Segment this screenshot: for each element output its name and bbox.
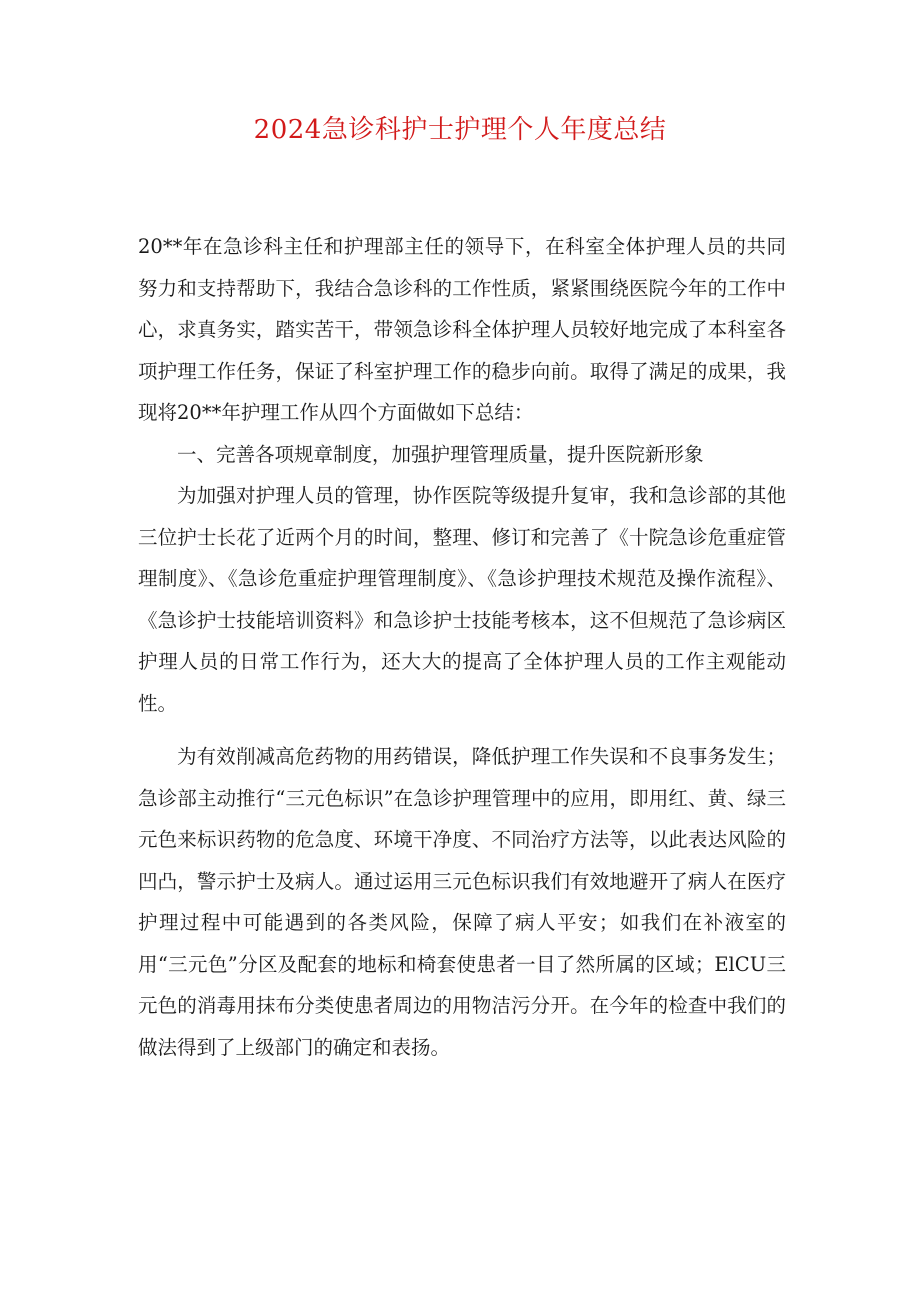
document-body [138,226,786,1068]
document-title: 2024急诊科护士护理个人年度总结 [253,115,667,145]
paragraph-three-color: 为有效削减高危药物的用药错误，降低护理工作失误和不良事务发生；急诊部主动推行“三元色标识”在急诊护理管理中的应用，即用红、黄、绿三元色来标识药物的危急度、环境干净度、不同治疗方法等，以此表达风险的凹凸，警示护士及病人。通过运用三元色标识我们有效地避开了病人在医疗护理过程中可能遇到的各类风险，保障了病人平安；如我们在补液室的用“三元色”分区及配套的地标和椅套使患者一目了然所属的区域；ElCU三元色的消毒用抹布分类使患者周边的用物洁污分开。在今年的检查中我们的做法得到了上级部门的确定和表扬。 [138,745,786,1059]
section-heading-1: 一、完善各项规章制度，加强护理管理质量，提升医院新形象 [177,442,704,466]
paragraph-regulations: 为加强对护理人员的管理，协作医院等级提升复审，我和急诊部的其他三位护士长花了近两个月的时间，整理、修订和完善了《十院急诊危重症管理制度》、《急诊危重症护理管理制度》、《急诊护理技术规范及操作流程》、《急诊护士技能培训资料》和急诊护士技能考核本，这不但规范了急诊病区护理人员的日常工作行为，还大大的提高了全体护理人员的工作主观能动性。 [138,484,786,715]
paragraph-intro: 20**年在急诊科主任和护理部主任的领导下，在科室全体护理人员的共同努力和支持帮助下，我结合急诊科的工作性质，紧紧围绕医院今年的工作中心，求真务实，踏实苦干，带领急诊科全体护理人员较好地完成了本科室各项护理工作任务，保证了科室护理工作的稳步向前。取得了满足的成果，我现将20**年护理工作从四个方面做如下总结： [138,235,786,424]
